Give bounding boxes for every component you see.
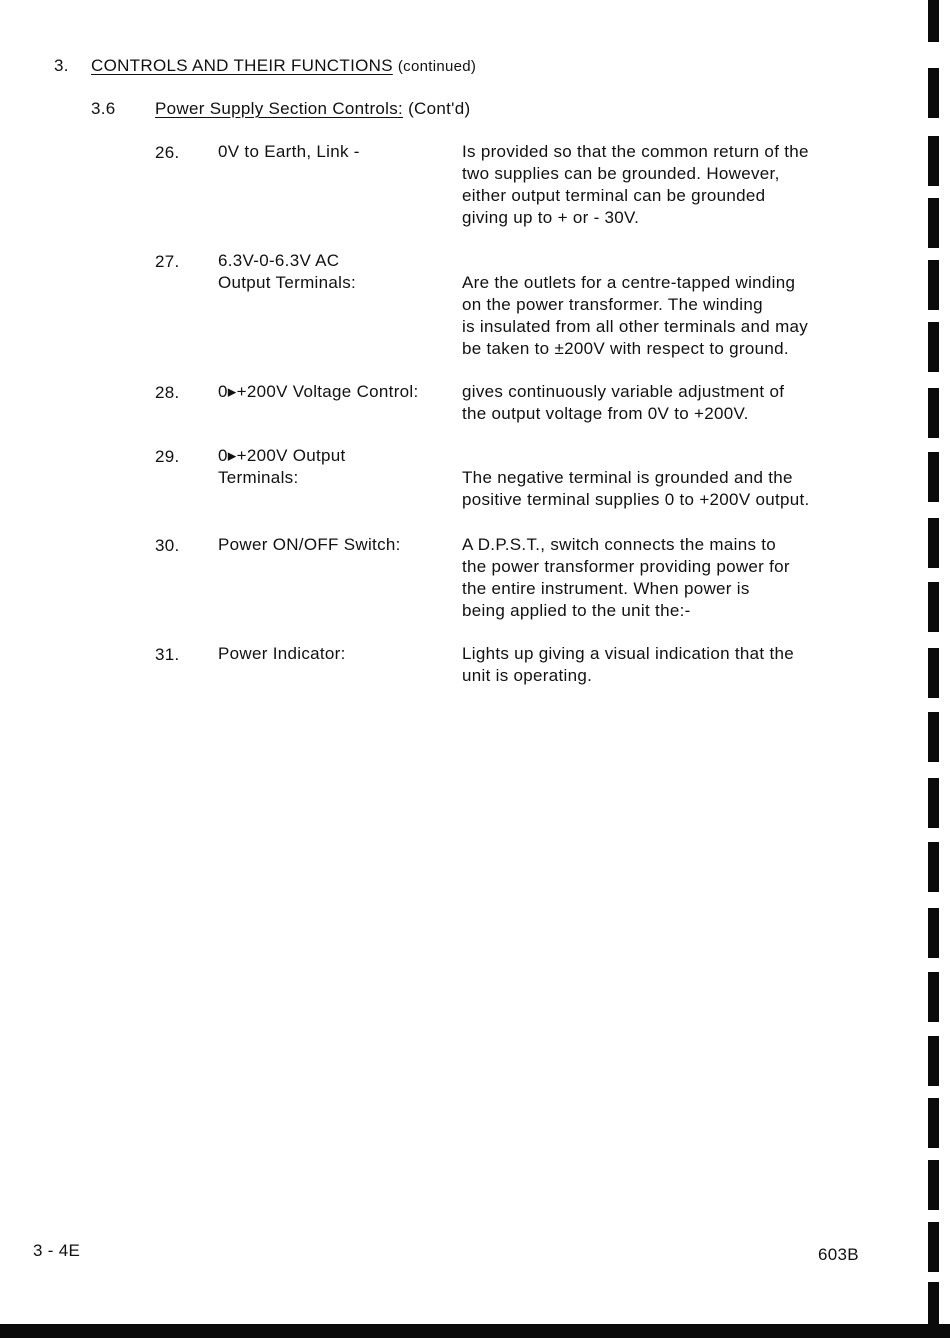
description-line: the entire instrument. When power is (462, 579, 750, 598)
control-line: Power ON/OFF Switch: (218, 535, 401, 554)
binding-hole (928, 582, 939, 632)
binding-hole (928, 712, 939, 762)
binding-hole (928, 518, 939, 568)
control-line: 0V to Earth, Link - (218, 142, 360, 161)
description-line: positive terminal supplies 0 to +200V output. (462, 490, 810, 509)
description-line: The negative terminal is grounded and the (462, 468, 793, 487)
description-line: unit is operating. (462, 666, 593, 685)
section-heading (91, 56, 476, 76)
section-number: 3. (54, 56, 69, 75)
control-description (462, 272, 808, 360)
binding-hole (928, 1282, 939, 1324)
binding-hole (928, 972, 939, 1022)
control-line: Power Indicator: (218, 644, 346, 663)
description-line: Lights up giving a visual indication that the (462, 644, 794, 663)
binding-hole (928, 0, 939, 42)
section-suffix: (continued) (397, 58, 477, 75)
binding-hole (928, 388, 939, 438)
item-number: 27. (155, 252, 180, 271)
binding-hole (928, 1036, 939, 1086)
subsection-heading (155, 99, 470, 119)
control-description (462, 643, 794, 687)
control-line: Terminals: (218, 468, 299, 487)
control-name (218, 381, 419, 403)
control-description (462, 381, 784, 425)
control-description (462, 534, 790, 622)
description-line: Is provided so that the common return of the (462, 142, 809, 161)
description-line: the output voltage from 0V to +200V. (462, 404, 749, 423)
binding-hole (928, 198, 939, 248)
control-name (218, 141, 360, 163)
binding-hole (928, 648, 939, 698)
control-line: 0▸+200V Output (218, 446, 346, 465)
description-line: gives continuously variable adjustment of (462, 382, 785, 401)
binding-hole (928, 1098, 939, 1148)
page-number: 3 - 4E (33, 1241, 81, 1260)
control-line: 6.3V-0-6.3V AC (218, 251, 340, 270)
binding-hole (928, 322, 939, 372)
description-line: be taken to ±200V with respect to ground. (462, 339, 789, 358)
description-line: either output terminal can be grounded (462, 186, 766, 205)
binding-hole (928, 260, 939, 310)
item-number: 26. (155, 143, 180, 162)
control-name (218, 250, 356, 294)
control-description (462, 141, 809, 229)
section-title: CONTROLS AND THEIR FUNCTIONS (91, 56, 393, 75)
description-line: on the power transformer. The winding (462, 295, 763, 314)
description-line: giving up to + or - 30V. (462, 208, 640, 227)
control-name (218, 643, 346, 665)
model-number: 603B (818, 1245, 859, 1264)
control-name (218, 445, 346, 489)
description-line: is insulated from all other terminals and may (462, 317, 809, 336)
description-line: being applied to the unit the:- (462, 601, 691, 620)
binding-hole (928, 842, 939, 892)
item-number: 31. (155, 645, 180, 664)
binding-hole (928, 778, 939, 828)
binding-hole (928, 1160, 939, 1210)
control-line: 0▸+200V Voltage Control: (218, 382, 419, 401)
subsection-title: Power Supply Section Controls: (155, 99, 404, 118)
control-line: Output Terminals: (218, 273, 357, 292)
item-number: 29. (155, 447, 180, 466)
description-line: the power transformer providing power for (462, 557, 790, 576)
description-line: Are the outlets for a centre-tapped winding (462, 273, 796, 292)
binding-hole (928, 452, 939, 502)
binding-hole (928, 136, 939, 186)
description-line: two supplies can be grounded. However, (462, 164, 780, 183)
description-line: A D.P.S.T., switch connects the mains to (462, 535, 777, 554)
subsection-suffix: (Cont'd) (408, 99, 471, 118)
item-number: 30. (155, 536, 180, 555)
subsection-number: 3.6 (91, 99, 116, 118)
item-number: 28. (155, 383, 180, 402)
control-description (462, 467, 810, 511)
control-name (218, 534, 401, 556)
binding-hole (928, 1222, 939, 1272)
scan-edge-bar (0, 1324, 950, 1338)
binding-hole (928, 908, 939, 958)
binding-hole (928, 68, 939, 118)
